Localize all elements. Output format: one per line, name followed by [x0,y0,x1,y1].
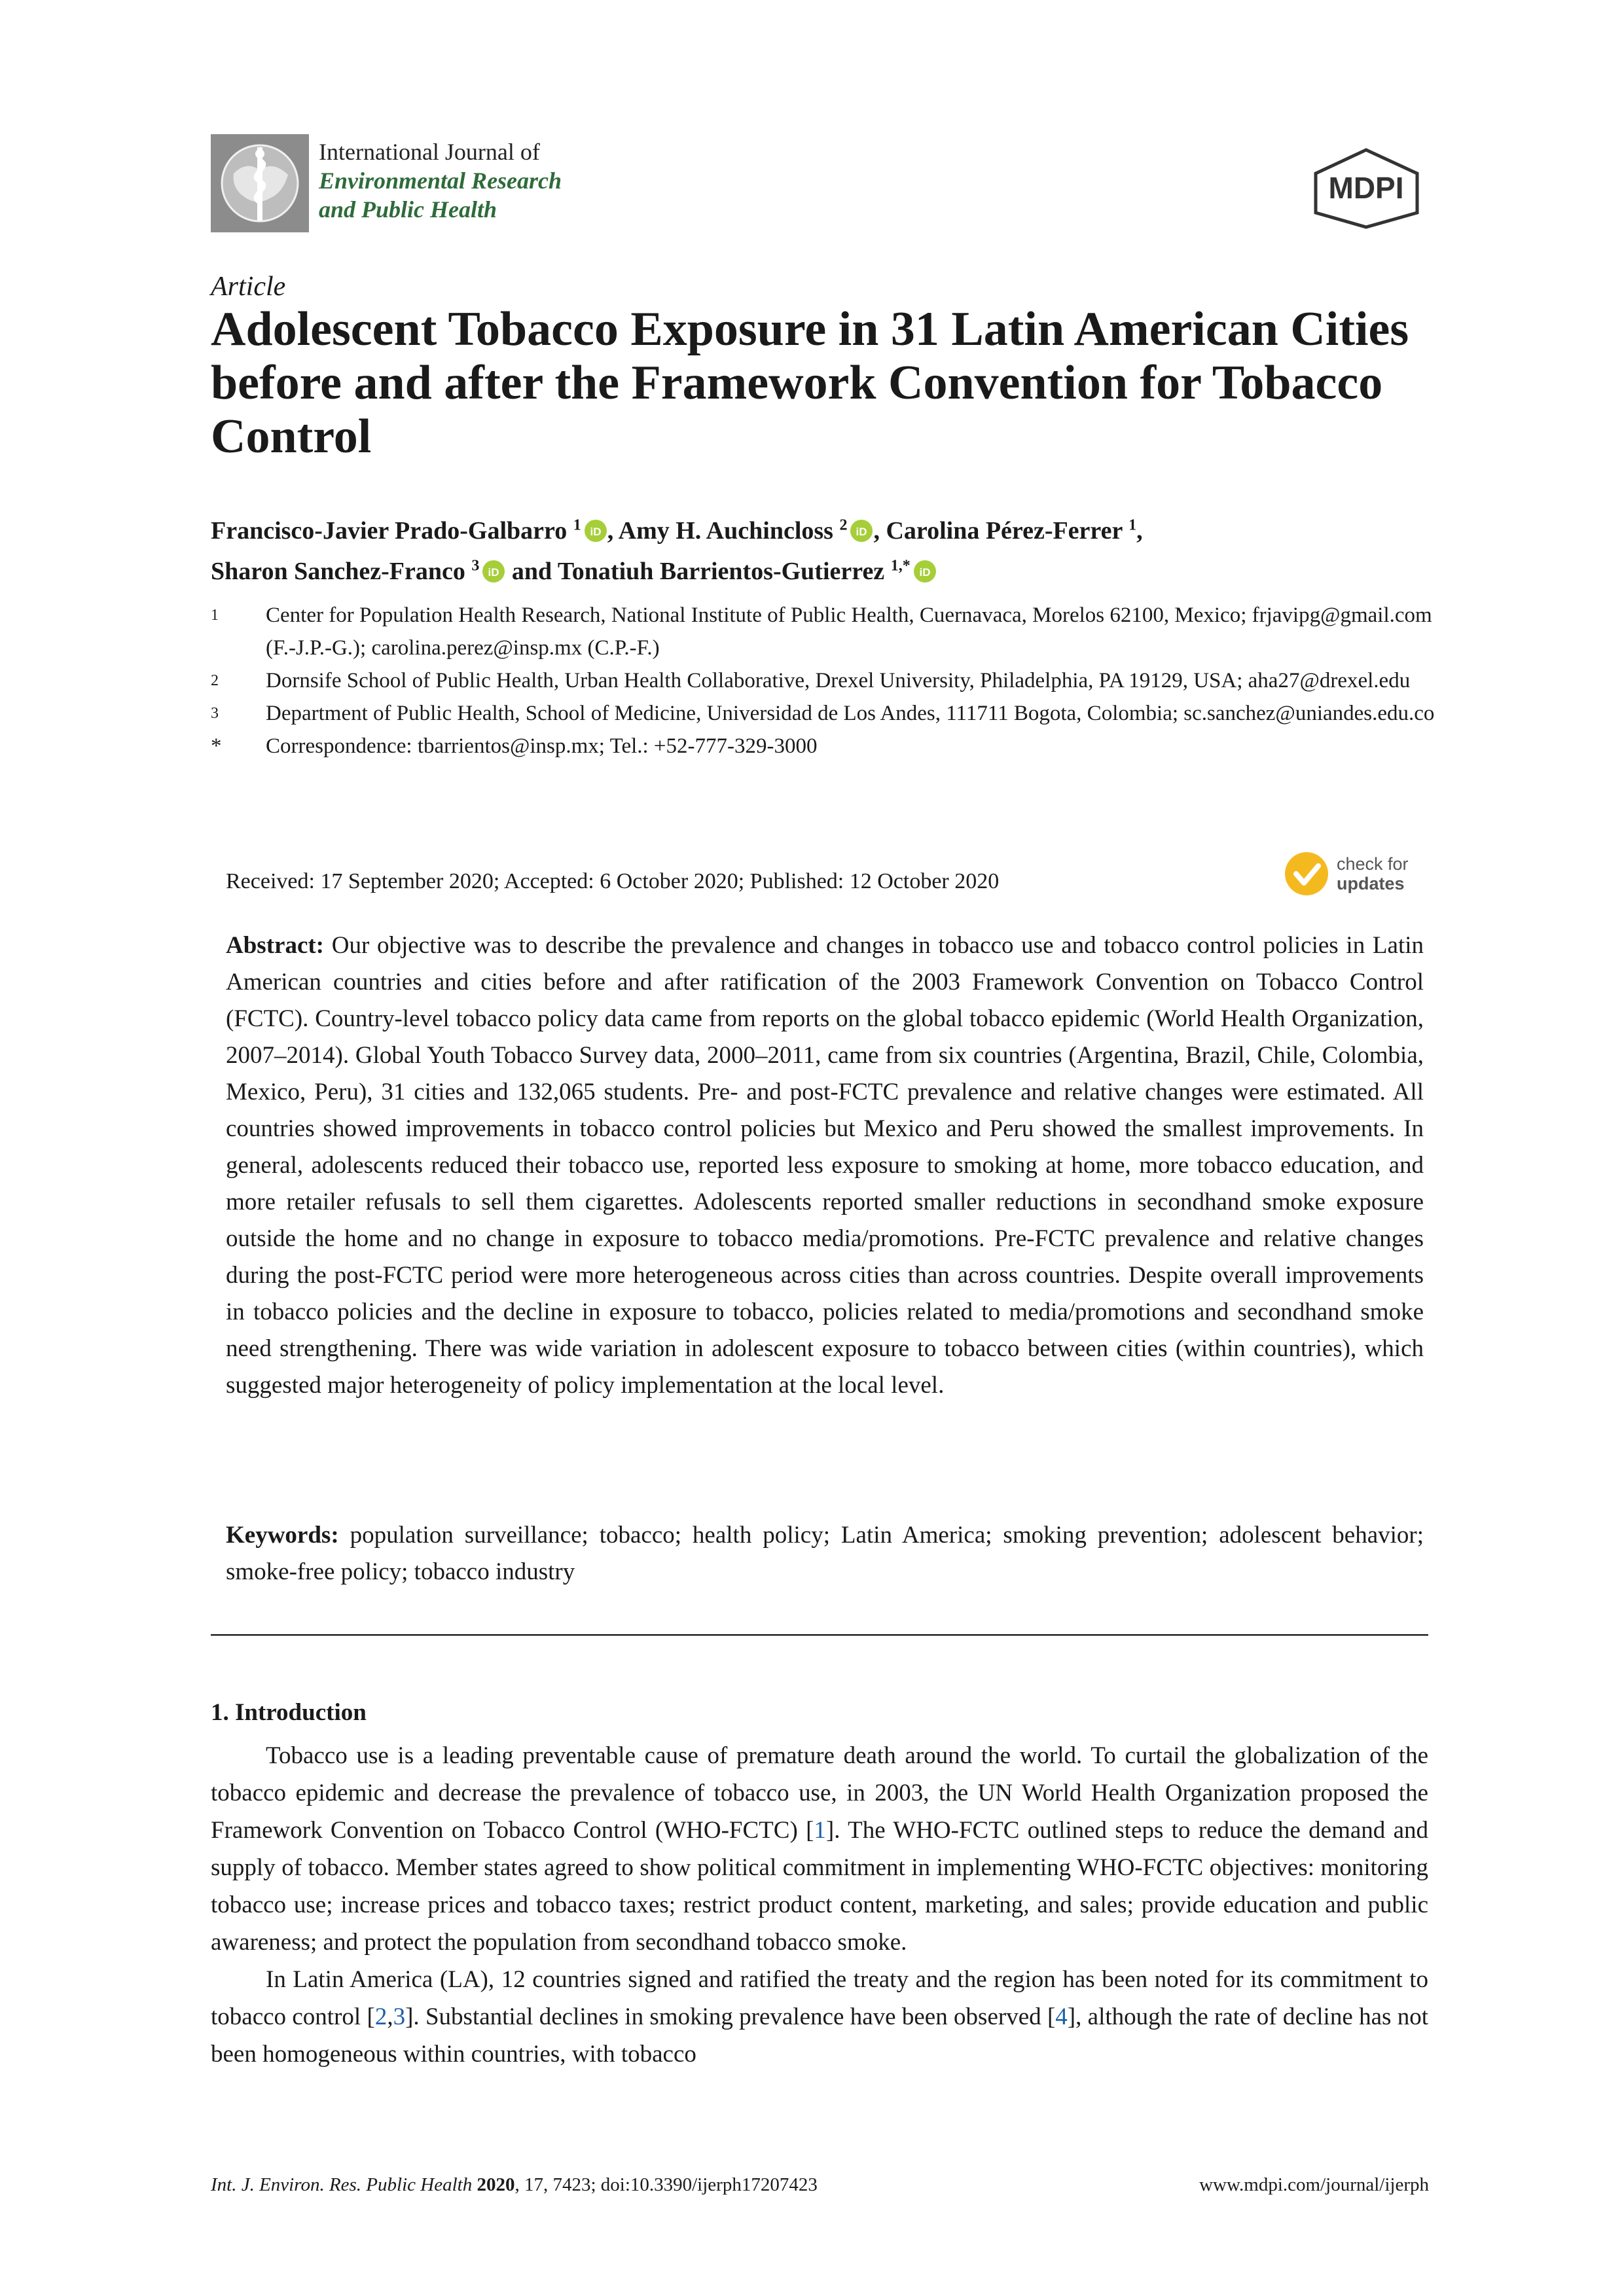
affiliation-mark: 2 [211,672,219,689]
author-name: Tonatiuh Barrientos-Gutierrez [557,558,885,586]
author-affiliation-mark: 1 [1128,516,1137,533]
svg-text:iD: iD [590,525,602,538]
abstract-label: Abstract: [226,932,325,959]
citation-link[interactable]: 1 [814,1817,826,1844]
author-affiliation-mark: 3 [471,557,480,575]
article-title: Adolescent Tobacco Exposure in 31 Latin American Cities before and after the Framework Convention for Tobacco Control [211,302,1409,463]
author-name: Sharon Sanchez-Franco [211,558,465,586]
intro-paragraph: Tobacco use is a leading preventable cause of premature death around the world. To curtail the globalization of the tobacco epidemic and decrease the prevalence of tobacco use, in 2003, the UN World Health Organization proposed the Framework Convention on Tobacco Control (WHO-FCTC) [1]. The WHO-FCTC outlined steps to reduce the demand and supply of tobacco. Member states agreed to show political commitment in implementing WHO-FCTC objectives: monitoring tobacco use; increase prices and tobacco taxes; restrict product content, marketing, and sales; provide education and public awareness; and protect the population from secondhand tobacco smoke. [211,1742,1428,1956]
journal-name-line1: International Journal of [319,139,540,165]
publisher-logo [1309,147,1424,229]
affiliation-text: Dornsife School of Public Health, Urban Health Collaborative, Drexel University, Philadelphia, PA 19129, USA; aha27@drexel.edu [266,669,1411,692]
publisher-name: MDPI [1328,171,1404,205]
footer-year: 2020 [477,2174,515,2195]
citation-link[interactable]: 3 [393,2003,406,2030]
author-name: Francisco-Javier Prado-Galbarro [211,516,568,545]
check-updates-line1: check for [1337,854,1409,874]
author [211,558,558,585]
footer-journal-abbrev: Int. J. Environ. Res. Public Health [211,2174,473,2195]
section-heading: 1. Introduction [211,1699,367,1726]
author-separator: , [607,516,619,545]
author-list [211,507,1454,589]
author-affiliation-mark: 1,* [890,557,911,575]
journal-logo [211,134,309,232]
footer-doi: , 17, 7423; doi:10.3390/ijerph17207423 [514,2174,818,2195]
intro-paragraph: In Latin America (LA), 12 countries signed and ratified the treaty and the region has been noted for its commitment to tobacco control [2,3]. Substantial declines in smoking prevalence have been observed [4], although the rate of decline has not been homogeneous within countries, with tobacco [211,1966,1429,2068]
check-updates-line2: updates [1337,874,1405,893]
affiliation-text: Department of Public Health, School of Medicine, Universidad de Los Andes, 111711 Bogota, Colombia; sc.sanchez@uniandes.edu.co [266,702,1435,725]
affiliation-mark: 1 [211,607,219,624]
author-separator: , [873,516,886,545]
author [211,517,619,545]
check-for-updates-badge[interactable] [1283,848,1434,900]
author [619,517,886,545]
affiliation-text: Correspondence: tbarrientos@insp.mx; Tel.: +52-777-329-3000 [266,734,818,758]
affiliation-item [211,599,1454,664]
svg-text:iD: iD [919,566,931,579]
author [886,517,1142,545]
footer-url[interactable]: www.mdpi.com/journal/ijerph [1199,2174,1429,2195]
svg-text:iD: iD [856,525,867,538]
orcid-icon[interactable] [911,558,937,585]
affiliation-mark: * [211,734,222,758]
svg-text:iD: iD [488,566,499,579]
affiliations [211,599,1454,762]
affiliation-mark: 3 [211,705,219,722]
author [558,558,937,585]
author-affiliation-mark: 2 [839,516,848,533]
section-divider [211,1634,1428,1636]
author-separator: , [1136,516,1143,545]
orcid-icon[interactable] [847,517,873,545]
introduction-body [211,1737,1428,2073]
abstract-text: Our objective was to describe the prevalence and changes in tobacco use and tobacco control policies in Latin American countries and cities before and after ratification of the 2003 Framework Convention on Tobacco Control (FCTC). Country-level tobacco policy data came from reports on the global tobacco epidemic (World Health Organization, 2007–2014). Global Youth Tobacco Survey data, 2000–2011, came from six countries (Argentina, Brazil, Chile, Colombia, Mexico, Peru), 31 cities and 132,065 students. Pre- and post-FCTC prevalence and relative changes were estimated. All countries showed improvements in tobacco control policies but Mexico and Peru showed the smallest improvements. In general, adolescents reduced their tobacco use, reported less exposure to smoking at home, more tobacco education, and more retailer refusals to sell them cigarettes. Adolescents reported smaller reductions in secondhand smoke exposure outside the home and no change in exposure to tobacco media/promotions. Pre-FCTC prevalence and relative changes during the post-FCTC period were more heterogeneous across cities than across countries. Despite overall improvements in tobacco policies and the decline in exposure to tobacco, policies related to media/promotions and secondhand smoke need strengthening. There was wide variation in adolescent exposure to tobacco between cities (within countries), which suggested major heterogeneity of policy implementation at the local level. [226,932,1424,1399]
journal-name [319,137,562,224]
journal-name-line2: Environmental Research [319,168,562,194]
affiliation-item [211,730,1454,762]
journal-name-line3: and Public Health [319,196,497,223]
affiliation-text: Center for Population Health Research, National Institute of Public Health, Cuernavaca, Morelos 62100, Mexico; frjavipg@gmail.com (F.-J.P.-G.); carolina.perez@insp.mx (C.P.-F.) [266,603,1432,660]
footer-citation [211,2174,818,2196]
citation-link[interactable]: 2 [374,2003,388,2030]
orcid-icon[interactable] [479,558,505,585]
affiliation-item [211,664,1454,697]
citation-link[interactable]: 4 [1055,2003,1068,2030]
publication-dates: Received: 17 September 2020; Accepted: 6 October 2020; Published: 12 October 2020 [226,869,1000,893]
article-type: Article [211,272,286,302]
author-name: Amy H. Auchincloss [618,516,833,545]
orcid-icon[interactable] [581,517,607,545]
author-name: Carolina Pérez-Ferrer [886,516,1123,545]
affiliation-item [211,697,1454,730]
author-affiliation-mark: 1 [573,516,581,533]
author-separator: and [505,558,558,586]
keywords [226,1517,1424,1590]
abstract [226,927,1424,1404]
keywords-text: population surveillance; tobacco; health policy; Latin America; smoking prevention; adolescent behavior; smoke-free policy; tobacco industry [226,1522,1424,1585]
keywords-label: Keywords: [226,1522,339,1549]
